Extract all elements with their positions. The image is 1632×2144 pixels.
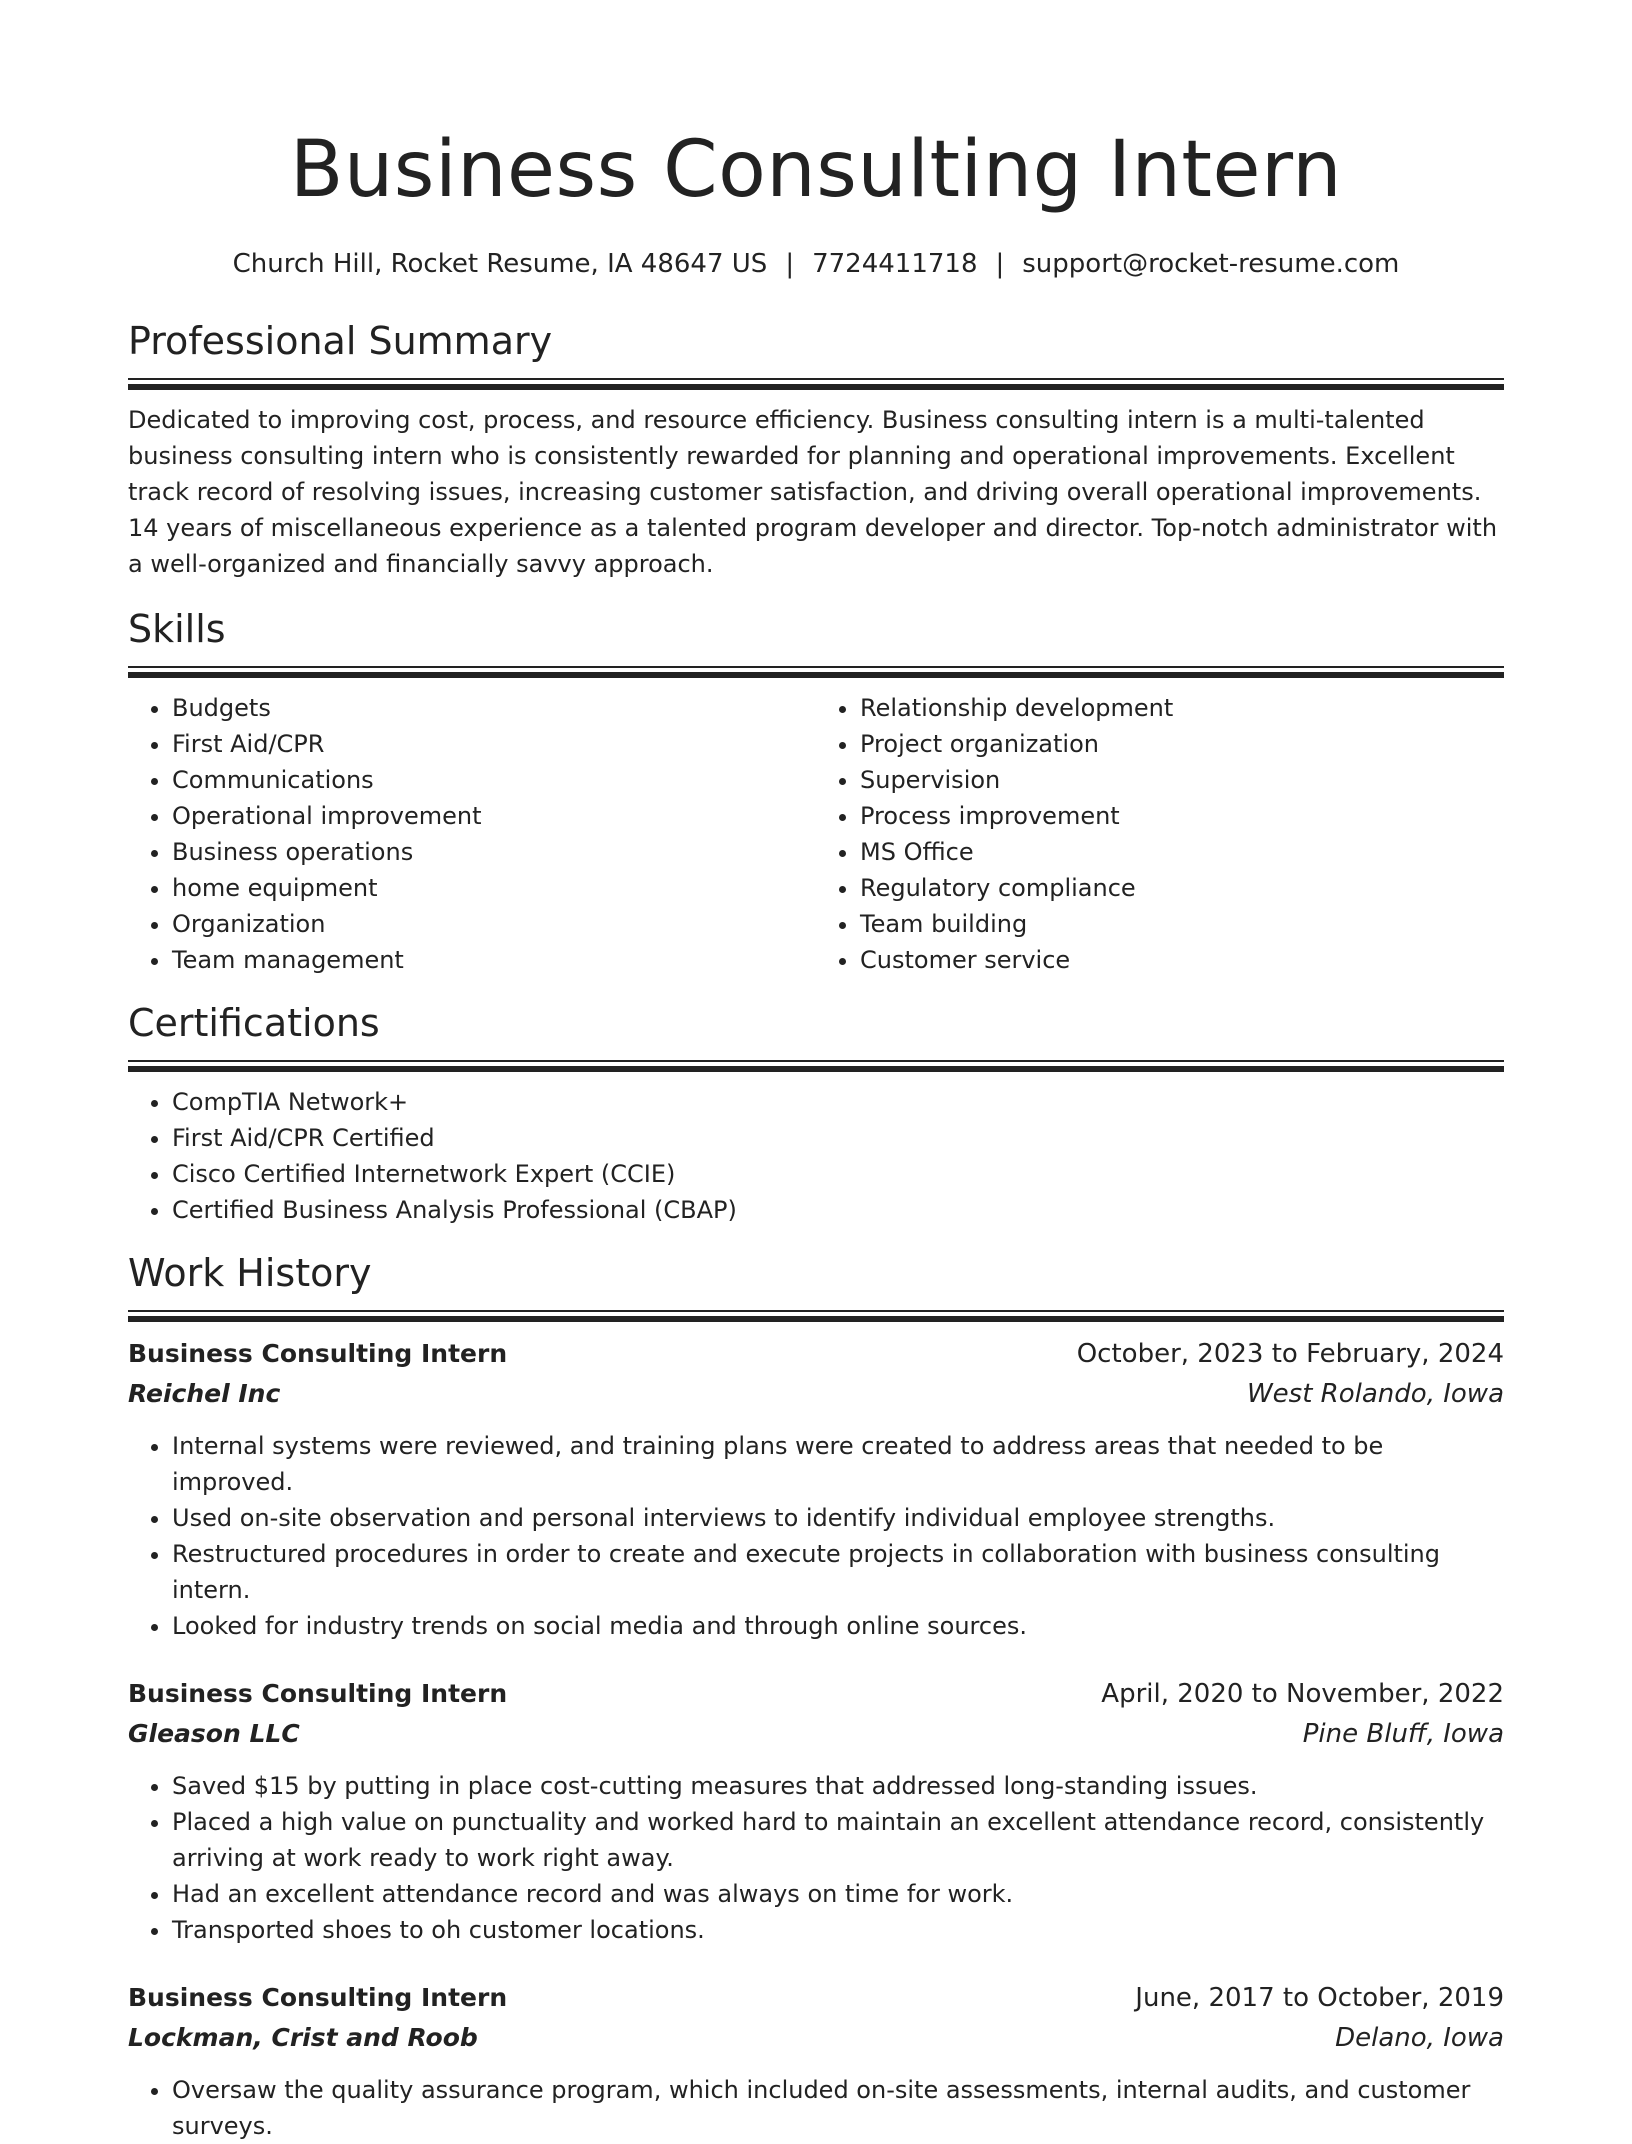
skill-item: • Regulatory compliance bbox=[860, 870, 1504, 906]
summary-section bbox=[128, 316, 1504, 582]
skill-item: • Business operations bbox=[172, 834, 816, 870]
job-bullet: • Used on-site observation and personal interviews to identify individual employee strengths. bbox=[172, 1500, 1504, 1536]
skill-item: • Project organization bbox=[860, 726, 1504, 762]
skills-columns bbox=[128, 690, 1504, 978]
skill-item: • Supervision bbox=[860, 762, 1504, 798]
skill-item: • Relationship development bbox=[860, 690, 1504, 726]
skill-item: • Process improvement bbox=[860, 798, 1504, 834]
skill-item: • Customer service bbox=[860, 942, 1504, 978]
phone: 7724411718 bbox=[812, 249, 978, 279]
job-dates: April, 2020 to November, 2022 bbox=[1101, 1679, 1504, 1709]
certification-item: • First Aid/CPR Certified bbox=[172, 1120, 1504, 1156]
job-entry bbox=[128, 1978, 1504, 2144]
job-bullets bbox=[128, 2072, 1504, 2144]
job-header bbox=[128, 1978, 1504, 2018]
certifications-section bbox=[128, 998, 1504, 1228]
section-divider bbox=[128, 378, 1504, 390]
job-entry bbox=[128, 1334, 1504, 1644]
job-bullet: • Internal systems were reviewed, and training plans were created to address areas that needed to be improved. bbox=[172, 1428, 1504, 1500]
skill-item: • home equipment bbox=[172, 870, 816, 906]
job-header bbox=[128, 1674, 1504, 1714]
job-dates: June, 2017 to October, 2019 bbox=[1135, 1983, 1504, 2013]
job-company: Reichel Inc bbox=[128, 1379, 281, 1408]
job-title: Business Consulting Intern bbox=[128, 1983, 508, 2012]
job-bullet: • Oversaw the quality assurance program, which included on-site assessments, internal audits, and customer surveys. bbox=[172, 2072, 1504, 2144]
skill-item: • Organization bbox=[172, 906, 816, 942]
contact-line bbox=[128, 246, 1504, 282]
work-history-title: Work History bbox=[128, 1251, 372, 1295]
skill-item: • Communications bbox=[172, 762, 816, 798]
skills-list-right bbox=[816, 690, 1504, 978]
certification-item: • CompTIA Network+ bbox=[172, 1084, 1504, 1120]
job-location: West Rolando, Iowa bbox=[1246, 1379, 1504, 1409]
section-divider bbox=[128, 1060, 1504, 1072]
job-company: Gleason LLC bbox=[128, 1719, 300, 1748]
job-bullets bbox=[128, 1428, 1504, 1644]
job-location: Delano, Iowa bbox=[1335, 2023, 1504, 2053]
job-company: Lockman, Crist and Roob bbox=[128, 2023, 478, 2052]
job-bullet: • Placed a high value on punctuality and worked hard to maintain an excellent attendance record, consistently arriving at work ready to work right away. bbox=[172, 1804, 1504, 1876]
job-subheader bbox=[128, 1374, 1504, 1414]
job-title: Business Consulting Intern bbox=[128, 1679, 508, 1708]
job-bullet: • Had an excellent attendance record and was always on time for work. bbox=[172, 1876, 1504, 1912]
candidate-name: Business Consulting Intern bbox=[289, 125, 1343, 215]
job-header bbox=[128, 1334, 1504, 1374]
job-bullet: • Saved $15 by putting in place cost-cutting measures that addressed long-standing issues. bbox=[172, 1768, 1504, 1804]
section-divider bbox=[128, 666, 1504, 678]
job-subheader bbox=[128, 1714, 1504, 1754]
skill-item: • First Aid/CPR bbox=[172, 726, 816, 762]
skill-item: • Team building bbox=[860, 906, 1504, 942]
address: Church Hill, Rocket Resume, IA 48647 US bbox=[232, 249, 768, 279]
email: support@rocket-resume.com bbox=[1022, 249, 1400, 279]
section-divider bbox=[128, 1310, 1504, 1322]
job-bullet: • Looked for industry trends on social media and through online sources. bbox=[172, 1608, 1504, 1644]
summary-text: Dedicated to improving cost, process, and resource efficiency. Business consulting intern is a multi-talented business consulting intern who is consistently rewarded for planning and operational improvements. Excellent track record of resolving issues, increasing customer satisfaction, and driving overall operational improvements. 14 years of miscellaneous experience as a talented program developer and director. Top-notch administrator with a well-organized and financially savvy approach. bbox=[128, 406, 1498, 578]
skills-title: Skills bbox=[128, 607, 226, 651]
contact-separator: | bbox=[785, 249, 795, 279]
certifications-title: Certifications bbox=[128, 1001, 380, 1045]
summary-title: Professional Summary bbox=[128, 319, 553, 363]
skill-item: • MS Office bbox=[860, 834, 1504, 870]
job-bullets bbox=[128, 1768, 1504, 1948]
skill-item: • Team management bbox=[172, 942, 816, 978]
certification-item: • Cisco Certified Internetwork Expert (CCIE) bbox=[172, 1156, 1504, 1192]
job-title: Business Consulting Intern bbox=[128, 1339, 508, 1368]
skill-item: • Operational improvement bbox=[172, 798, 816, 834]
job-dates: October, 2023 to February, 2024 bbox=[1076, 1339, 1504, 1369]
job-bullet: • Transported shoes to oh customer locations. bbox=[172, 1912, 1504, 1948]
job-location: Pine Bluff, Iowa bbox=[1302, 1719, 1504, 1749]
certifications-list bbox=[128, 1084, 1504, 1228]
job-bullet: • Restructured procedures in order to create and execute projects in collaboration with business consulting intern. bbox=[172, 1536, 1504, 1608]
contact-separator: | bbox=[995, 249, 1005, 279]
skill-item: • Budgets bbox=[172, 690, 816, 726]
work-history-section bbox=[128, 1248, 1504, 2144]
certification-item: • Certified Business Analysis Professional (CBAP) bbox=[172, 1192, 1504, 1228]
skills-section bbox=[128, 604, 1504, 978]
skills-list-left bbox=[128, 690, 816, 978]
job-subheader bbox=[128, 2018, 1504, 2058]
job-entry bbox=[128, 1674, 1504, 1948]
